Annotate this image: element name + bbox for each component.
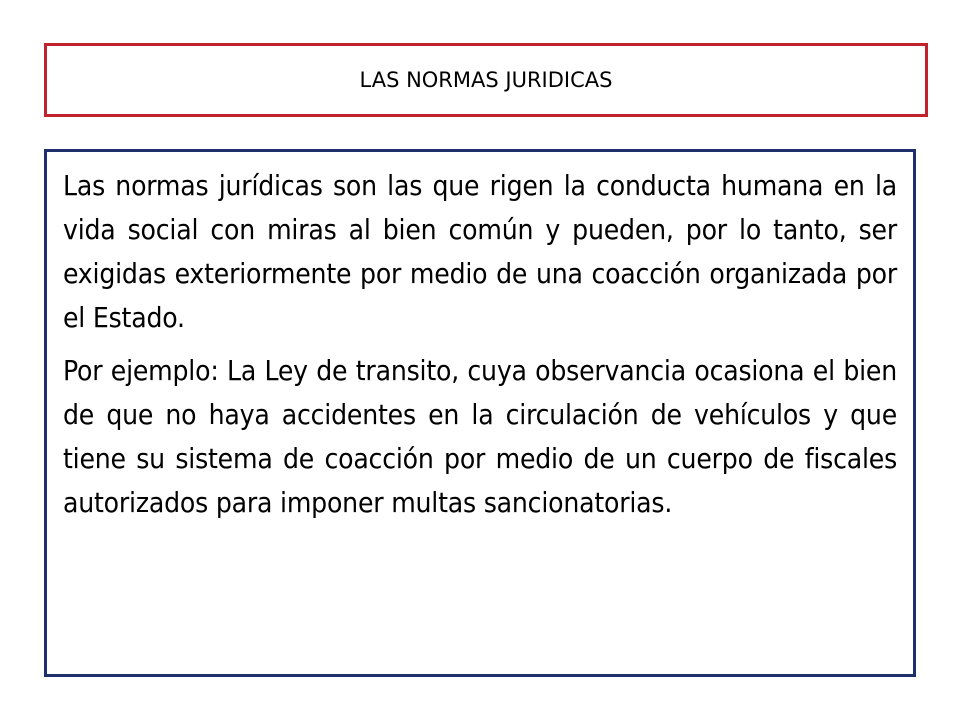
slide-title-box [44,43,928,117]
definition-paragraph: Las normas jurídicas son las que rigen la conducta humana en la vida social con miras al bien común y pueden, por lo tanto, ser exigidas exteriormente por medio de una coacción organizada por el Estado. [63,169,897,334]
example-paragraph: Por ejemplo: La Ley de transito, cuya observancia ocasiona el bien de que no haya accidentes en la circulación de vehículos y que tiene su sistema de coacción por medio de un cuerpo de fiscales autorizados para imponer multas sancionatorias. [63,354,897,519]
slide-content-box [44,149,916,677]
slide-title: LAS NORMAS JURIDICAS [359,68,613,92]
